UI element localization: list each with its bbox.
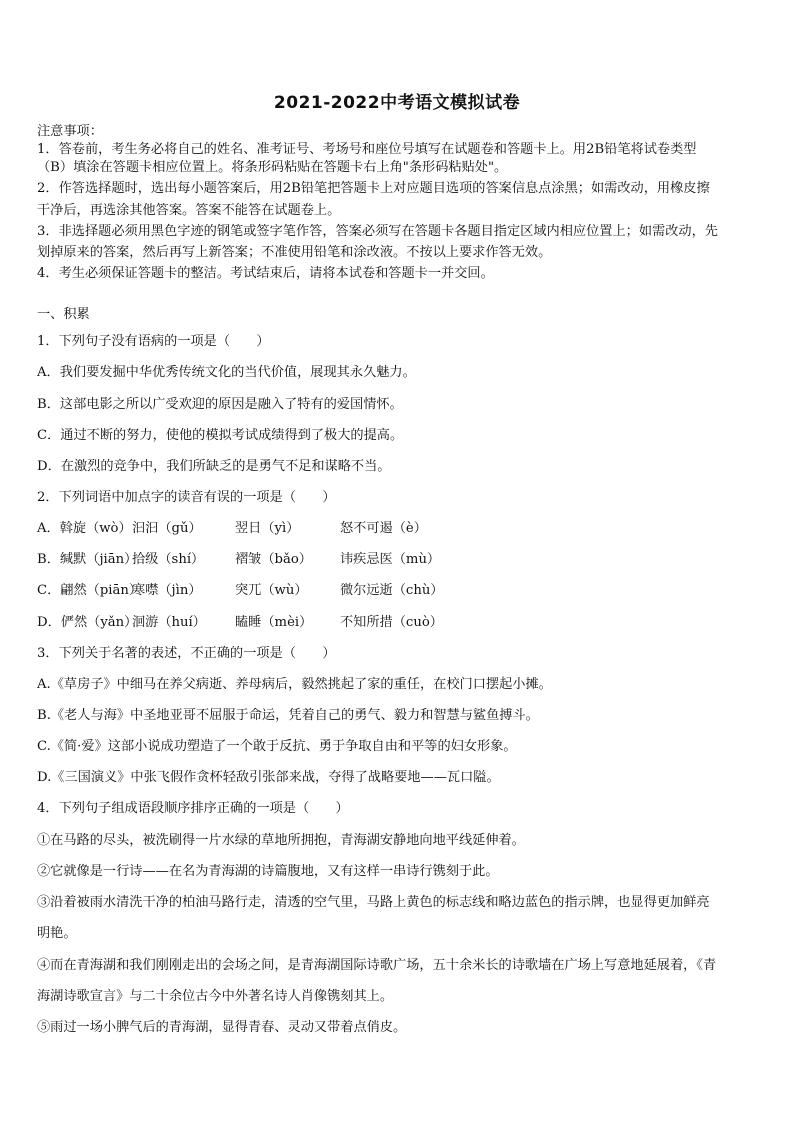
q2-c-word-2: 寒噤（jìn） [132,583,202,598]
q1-option-c: C．通过不断的努力，使他的模拟考试成绩得到了极大的提高。 [37,428,404,443]
notice-line-3: 2．作答选择题时，选出每小题答案后，用2B铅笔把答题卡上对应题目选项的答案信息点涂黑；如需改动，用橡皮擦 [37,181,710,196]
q3-option-b: B.《老人与海》中圣地亚哥不屈服于命运，凭着自己的勇气、毅力和智慧与鲨鱼搏斗。 [37,708,539,723]
notice-line-1: 1．答卷前，考生务必将自己的姓名、准考证号、考场号和座位号填写在试题卷和答题卡上。用2B铅笔将试卷类型 [37,142,697,157]
q3-option-c: C.《简·爱》这部小说成功塑造了一个敢于反抗、勇于争取自由和平等的妇女形象。 [37,739,517,754]
q2-d-word-1: D．俨然（yǎn） [37,615,138,630]
q2-b-word-1: B．缄默（jiān） [37,552,138,567]
q2-option-d [37,614,759,632]
q2-d-word-2: 洄游（huí） [132,615,206,630]
q1-option-d: D．在激烈的竞争中，我们所缺乏的是勇气不足和谋略不当。 [37,459,391,474]
notice-line-2: （B）填涂在答题卡相应位置上。将条形码粘贴在答题卡右上角"条形码粘贴处"。 [37,160,508,175]
q1-stem: 1．下列句子没有语病的一项是（ ） [37,334,270,349]
q1-option-a: A．我们要发掘中华优秀传统文化的当代价值，展现其永久魅力。 [37,365,416,380]
q2-a-word-1: A．斡旋（wò） [37,521,132,536]
q3-stem: 3．下列关于名著的表述，不正确的一项是（ ） [37,646,336,661]
notice-line-7: 4．考生必须保证答题卡的整洁。考试结束后，请将本试卷和答题卡一并交回。 [37,266,494,281]
q2-b-word-2: 拾级（shí） [132,552,205,567]
q3-option-a: A.《草房子》中细马在养父病逝、养母病后，毅然挑起了家的重任，在校门口摆起小摊。 [37,677,552,692]
q4-sentence-1: ①在马路的尽头，被洗刷得一片水绿的草地所拥抱，青海湖安静地向地平线延伸着。 [37,833,525,848]
q4-sentence-3-cont: 明艳。 [37,926,77,941]
exam-title: 2021-2022中考语文模拟试卷 [273,93,521,113]
q2-c-word-4: 微尔远逝（chù） [340,583,444,598]
notice-line-6: 划掉原来的答案，然后再写上新答案；不准使用铅笔和涂改液。不按以上要求作答无效。 [37,245,552,260]
q2-c-word-1: C．翩然（piān） [37,583,143,598]
q2-b-word-3: 褶皱（bǎo） [235,552,312,567]
notice-heading: 注意事项： [37,124,103,139]
q2-a-word-4: 怒不可遏（è） [340,521,427,536]
q2-option-c [37,582,759,600]
q2-d-word-4: 不知所措（cuò） [340,615,443,630]
q2-d-word-3: 瞌睡（mèi） [235,615,313,630]
q2-c-word-3: 突兀（wù） [235,583,308,598]
q4-sentence-3: ③沿着被雨水清洗干净的柏油马路行走，清透的空气里，马路上黄色的标志线和略边蓝色的指示牌，也显得更加鲜亮 [37,895,710,910]
notice-line-4: 干净后，再选涂其他答案。答案不能答在试题卷上。 [37,203,341,218]
q2-a-word-2: 汩汩（gǔ） [132,521,202,536]
q2-a-word-3: 翌日（yì） [235,521,300,536]
q3-option-d: D.《三国演义》中张飞假作贪杯轻敌引张郃来战，夺得了战略要地——瓦口隘。 [37,770,500,785]
q4-sentence-2: ②它就像是一行诗——在名为青海湖的诗篇腹地，又有这样一串诗行镌刻于此。 [37,864,499,879]
q4-sentence-5: ⑤雨过一场小脾气后的青海湖，显得青春、灵动又带着点俏皮。 [37,1020,407,1035]
q4-stem: 4．下列句子组成语段顺序排序正确的一项是（ ） [37,801,349,816]
q2-b-word-4: 讳疾忌医（mù） [340,552,441,567]
q2-option-a [37,520,759,538]
notice-line-5: 3．非选择题必须用黑色字迹的钢笔或签字笔作答，答案必须写在答题卡各题目指定区域内相应位置上；如需改动，先 [37,224,718,239]
q1-option-b: B．这部电影之所以广受欢迎的原因是融入了特有的爱国情怀。 [37,397,403,412]
q4-sentence-4-cont: 海湖诗歌宣言》与二十余位古今中外著名诗人肖像镌刻其上。 [37,989,394,1004]
q2-option-b [37,551,759,569]
q4-sentence-4: ④而在青海湖和我们刚刚走出的会场之间，是青海湖国际诗歌广场，五十余米长的诗歌墙在广场上写意地延展着，《青 [37,958,717,973]
q2-stem: 2．下列词语中加点字的读音有误的一项是（ ） [37,490,336,505]
section-heading: 一、积累 [37,307,90,322]
